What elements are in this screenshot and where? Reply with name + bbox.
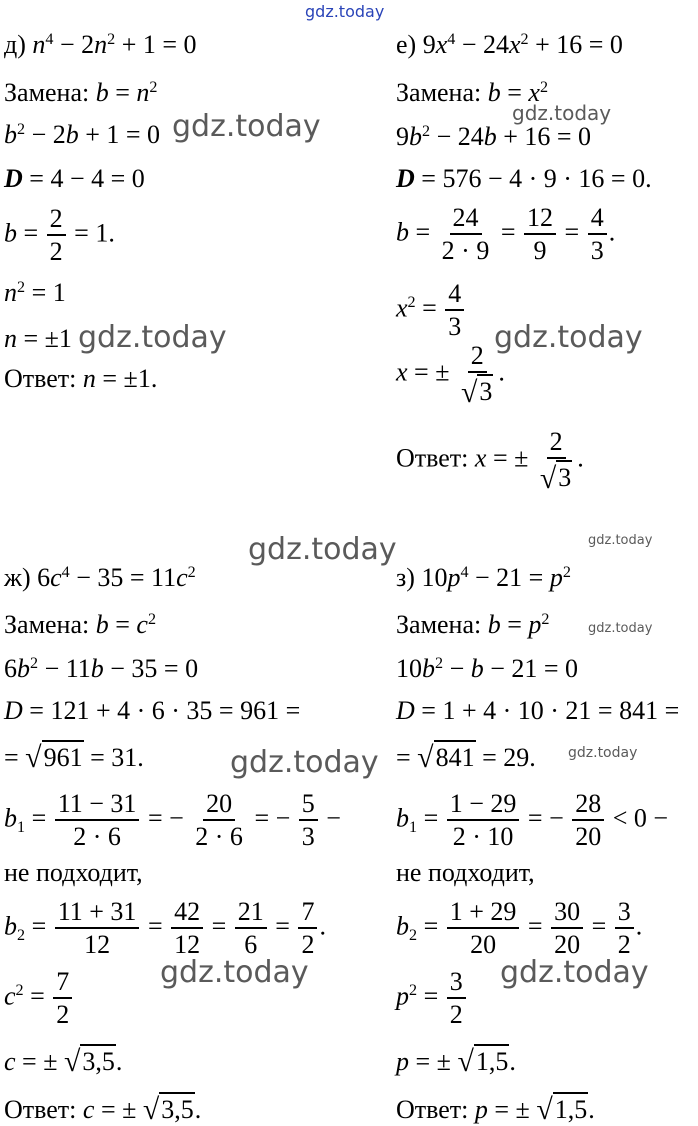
problem-z-substitution: Замена: $b = p^2$ [396, 610, 550, 639]
problem-z-quadratic: $10b^2 - b - 21 = 0$ [396, 654, 579, 683]
problem-zh-c-squared: $c^2$ = $\frac{7}{2}$ [4, 968, 74, 1029]
problem-d-answer: Ответ: n = ±1. [4, 364, 158, 393]
problem-z-p-squared: $p^2$ = $\frac{3}{2}$ [396, 968, 468, 1029]
problem-d-root: b = $\frac{2}{2}$ = 1. [4, 204, 115, 267]
problem-e-root: b = $\frac{24}{2 \cdot 9}$ = $\frac{12}{9}$ = $\frac{4}{3}$ . [396, 203, 616, 266]
problem-z-not-fit: не подходит, [396, 858, 535, 887]
problem-z-sqrt: = √841 = 29. [396, 741, 536, 775]
problem-d-title: д) $n^4 - 2n^2 + 1 = 0$ [4, 30, 197, 59]
watermark-top: gdz.today [305, 2, 385, 21]
problem-e-quadratic: $9b^2 - 24b + 16 = 0$ [396, 122, 592, 151]
problem-e-substitution: Замена: $b = x^2$ [396, 78, 549, 107]
problem-zh-title: ж) $6c^4 - 35 = 11c^2$ [4, 563, 196, 592]
problem-z-p: p = ± √1,5. [396, 1045, 516, 1079]
problem-zh-c: c = ± √3,5. [4, 1045, 123, 1079]
problem-z-answer: Ответ: p = ± √1,5. [396, 1093, 595, 1126]
problem-e-discriminant: D = 576 − 4 · 9 · 16 = 0. [396, 164, 652, 193]
watermark: gdz.today [248, 532, 397, 567]
problem-zh-b1: $b_1$ = $\frac{11 - 31}{2 \cdot 6}$ = − $\frac{20}{2 \cdot 6}$ = − $\frac{5}{3}$ − [4, 789, 341, 852]
problem-zh-discriminant: D = 121 + 4 · 6 · 35 = 961 = [4, 696, 301, 725]
problem-z-b2: $b_2$ = $\frac{1 + 29}{20}$ = $\frac{30}{20}$ = $\frac{3}{2}$ . [396, 897, 643, 960]
watermark: gdz.today [494, 320, 643, 355]
problem-e-title: е) $9x^4 - 24x^2 + 16 = 0$ [396, 30, 623, 59]
watermark: gdz.today [568, 745, 638, 761]
problem-d-substitution: Замена: $b = n^2$ [4, 78, 158, 107]
watermark: gdz.today [588, 621, 653, 636]
problem-d-n: n = ±1 [4, 324, 72, 353]
problem-z-discriminant: D = 1 + 4 · 10 · 21 = 841 = [396, 696, 680, 725]
watermark: gdz.today [78, 320, 227, 355]
problem-d-n-squared: $n^2 = 1$ [4, 278, 66, 307]
problem-z-title: з) $10p^4 - 21 = p^2$ [396, 563, 571, 592]
problem-e-answer: Ответ: x = ± $\frac{2}{√3}$ . [396, 427, 584, 495]
watermark: gdz.today [588, 533, 653, 548]
problem-zh-quadratic: $6b^2 - 11b - 35 = 0$ [4, 654, 199, 683]
watermark: gdz.today [230, 745, 379, 780]
problem-zh-substitution: Замена: $b = c^2$ [4, 610, 157, 639]
problem-zh-b2: $b_2$ = $\frac{11 + 31}{12}$ = $\frac{42}{12}$ = $\frac{21}{6}$ = $\frac{7}{2}$ . [4, 897, 326, 960]
problem-d-discriminant: D = 4 − 4 = 0 [4, 164, 145, 193]
problem-e-x: x = ± $\frac{2}{√3}$ . [396, 341, 505, 409]
problem-zh-answer: Ответ: c = ± √3,5. [4, 1093, 202, 1126]
watermark: gdz.today [160, 955, 309, 990]
watermark: gdz.today [512, 101, 612, 125]
watermark: gdz.today [500, 955, 649, 990]
problem-zh-not-fit: не подходит, [4, 858, 143, 887]
problem-z-b1: $b_1$ = $\frac{1 - 29}{2 \cdot 10}$ = − $\frac{28}{20}$ < 0 − [396, 789, 669, 852]
problem-zh-sqrt: = √961 = 31. [4, 741, 144, 775]
problem-e-x-squared: $x^2$ = $\frac{4}{3}$ [396, 280, 466, 341]
watermark: gdz.today [172, 109, 321, 144]
problem-d-quadratic: $b^2 - 2b + 1 = 0$ [4, 120, 161, 149]
